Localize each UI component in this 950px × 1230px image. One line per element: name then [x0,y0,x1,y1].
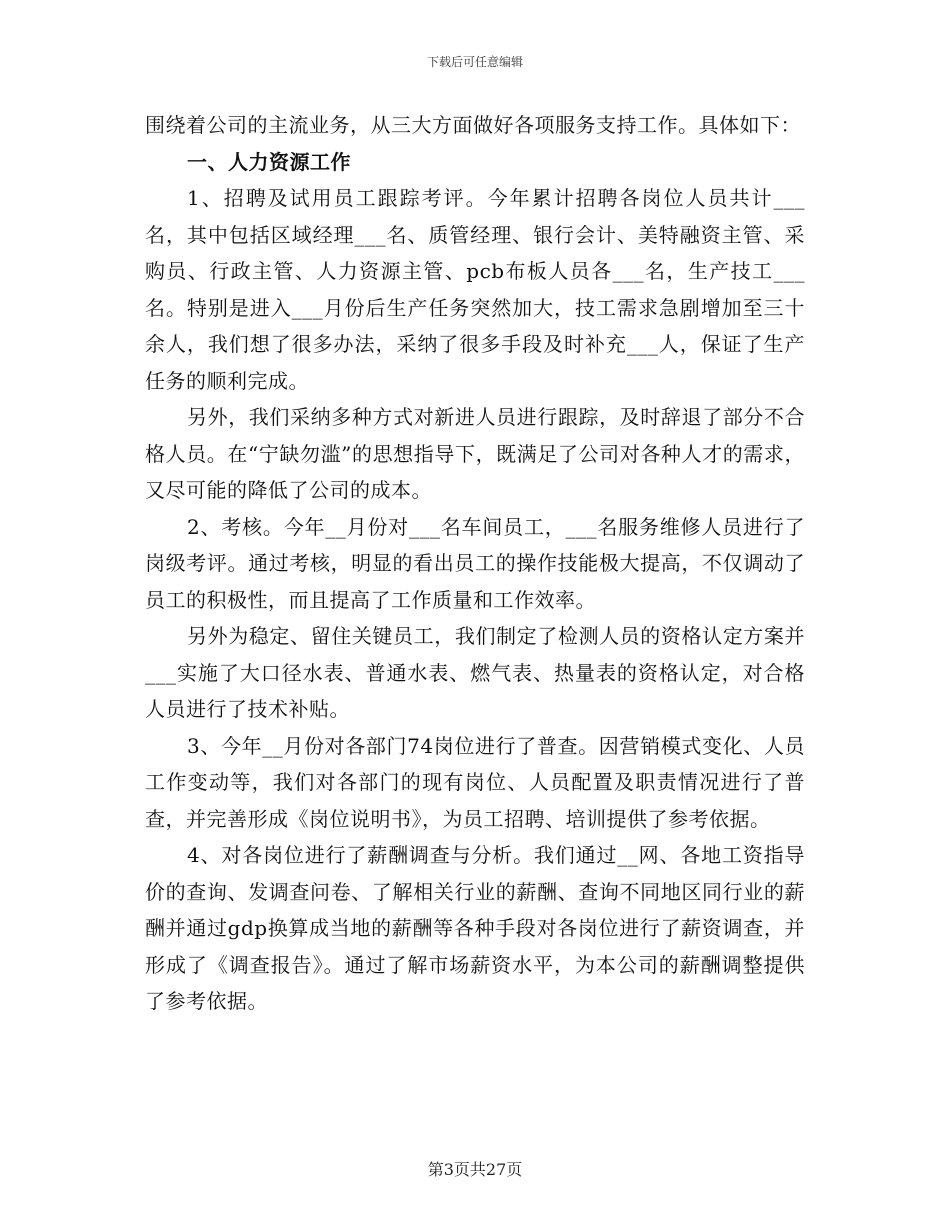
paragraph-retention: 另外为稳定、留住关键员工，我们制定了检测人员的资格认定方案并___实施了大口径水表、普通水表、燃气表、热量表的资格认定，对合格人员进行了技术补贴。 [145,624,805,721]
paragraph-recruitment: 1、招聘及试用员工跟踪考评。今年累计招聘各岗位人员共计___名，其中包括区域经理___名、质管经理、银行会计、美特融资主管、采购员、行政主管、人力资源主管、pcb布板人员各___名，生产技工___名。特别是进入___月份后生产任务突然加大，技工需求急剧增加至三十余人，我们想了很多办法，采纳了很多手段及时补充___人，保证了生产任务的顺利完成。 [145,186,805,393]
document-body [145,107,805,1020]
paragraph-salary-survey: 4、对各岗位进行了薪酬调查与分析。我们通过__网、各地工资指导价的查询、发调查问卷、了解相关行业的薪酬、查询不同地区同行业的薪酬并通过gdp换算成当地的薪酬等各种手段对各岗位进行了薪资调查，并形成了《调查报告》。通过了解市场薪资水平，为本公司的薪酬调整提供了参考依据。 [145,843,805,1013]
page-number: 第3页共27页 [427,1160,523,1179]
paragraph-job-survey: 3、今年__月份对各部门74岗位进行了普查。因营销模式变化、人员工作变动等，我们对各部门的现有岗位、人员配置及职责情况进行了普查，并完善形成《岗位说明书》，为员工招聘、培训提供了参考依据。 [145,733,805,831]
paragraph-tracking: 另外，我们采纳多种方式对新进人员进行跟踪，及时辞退了部分不合格人员。在“宁缺勿滥”的思想指导下，既满足了公司对各种人才的需求，又尽可能的降低了公司的成本。 [145,405,805,502]
header-note: 下载后可任意编辑 [426,55,523,69]
paragraph-assessment: 2、考核。今年__月份对___名车间员工，___名服务维修人员进行了岗级考评。通过考核，明显的看出员工的操作技能极大提高，不仅调动了员工的积极性，而且提高了工作质量和工作效率。 [145,514,805,612]
section-heading: 一、人力资源工作 [187,149,351,174]
intro-paragraph: 围绕着公司的主流业务，从三大方面做好各项服务支持工作。具体如下： [145,113,801,137]
